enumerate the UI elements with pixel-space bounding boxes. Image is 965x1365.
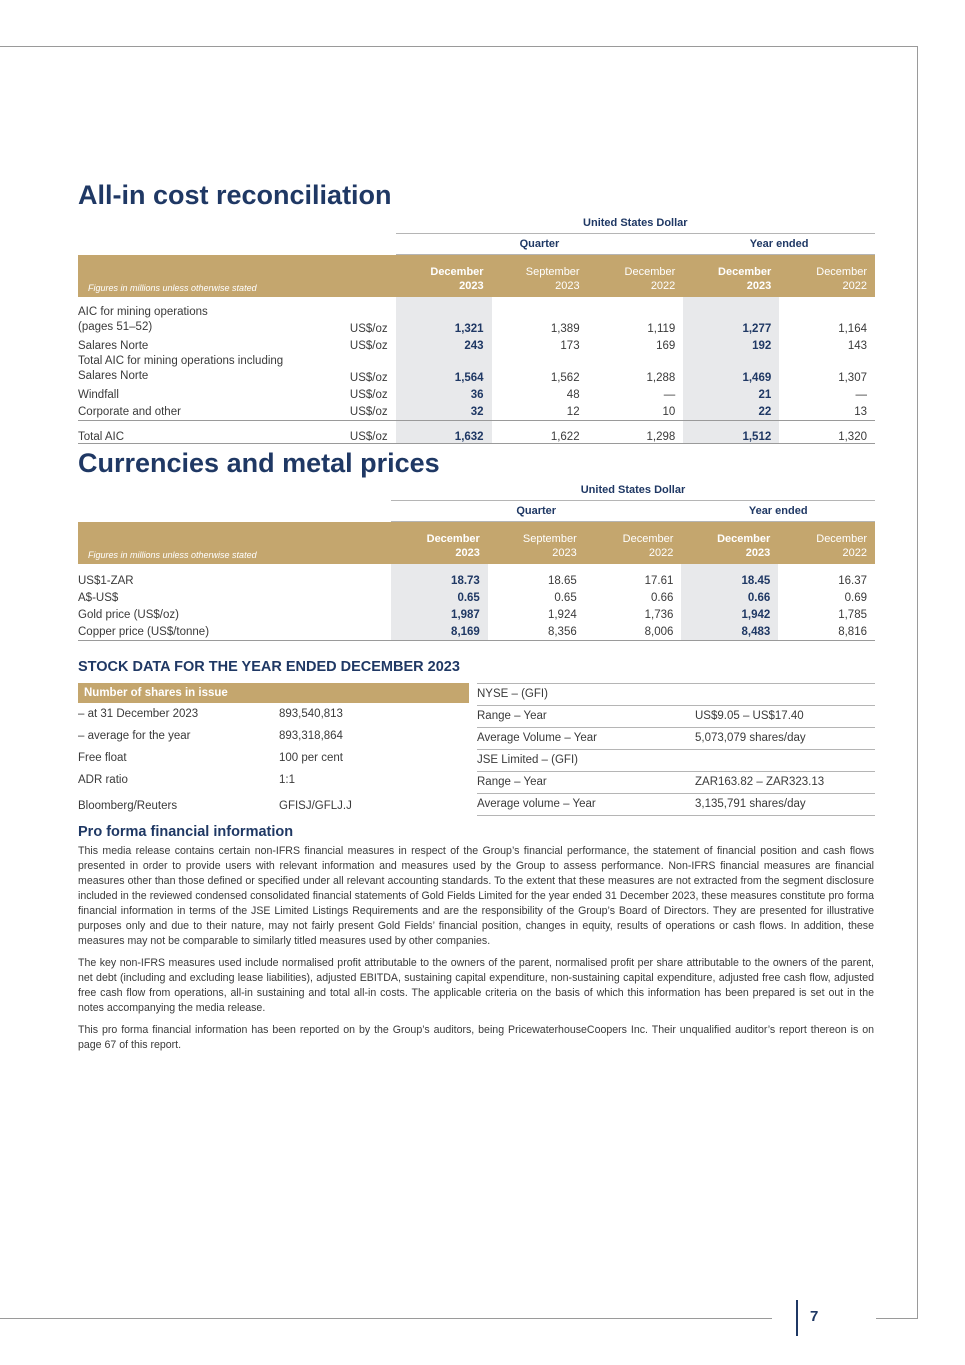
cell-value: 48 (566, 389, 580, 401)
cell-value: 13 (779, 401, 875, 421)
cell-value: 1,562 (550, 372, 580, 384)
cell-value: 192 (683, 335, 779, 352)
list-item: – at 31 December 2023 893,540,813 (78, 708, 343, 720)
row-label: Total AIC (78, 421, 317, 444)
cmp-title: Currencies and metal prices (78, 448, 440, 478)
cell-value: 21 (683, 384, 779, 401)
row-unit: US$/oz (317, 421, 396, 444)
cell-value: 1,736 (644, 609, 674, 621)
row-unit: US$/oz (349, 389, 388, 401)
list-item: NYSE – (GFI) (477, 683, 875, 706)
column-header: December 2023 (683, 255, 779, 298)
table-row (78, 621, 875, 641)
cell-value: 12 (492, 401, 588, 421)
cell-value: 18.45 (681, 570, 778, 587)
paragraph: This media release contains certain non-IFRS financial measures in respect of the Group’s financial performance, the statement of financial position and cash flows presented in order to provide users with relevant information and measures used by the Group to assess performance. Non-IFRS financial measures are financial measures other than those defined or specified under all relevant accounting standards. To the extent that these measures are not extracted from the segment disclosure included in the reviewed condensed consolidated financial statements of Gold Fields Limited for the year ended 31 December 2023, these measures constitute pro forma financial information in terms of the JSE Limited Listings Requirements and are the responsibility of the Group’s Board of Directors. They are presented for illustrative purposes only and due to their nature, may not fairly present Gold Fields’ financial position, changes in equity, results of operations or cash flows. In addition, these measures may not be comparable to similarly titled measures used by other companies. (78, 845, 874, 947)
table-row (78, 587, 875, 604)
paragraph: The key non-IFRS measures used include normalised profit attributable to the owners of the parent, normalised profit per share attributable to the owners of the parent, net debt (including and excluding lease liabilities), adjusted EBITDA, sustaining capital expenditure, non-sustaining capital expenditure, adjusted free cash flow, adjusted free cash flow from operations, all-in sustaining and total all-in costs. The applicable criteria on the basis of which this information has been prepared is set out in the notes accompanying the media release. (78, 957, 874, 1014)
cell-value: — (663, 389, 676, 401)
table-row (78, 384, 875, 401)
list-item: JSE Limited – (GFI) (477, 750, 875, 772)
cell-value: 0.66 (681, 587, 778, 604)
cell-value: 18.65 (547, 575, 577, 587)
column-header: December 2022 (585, 522, 682, 565)
proforma-title: Pro forma financial information (78, 824, 294, 840)
cell-value: 36 (396, 384, 492, 401)
column-header: December 2022 (779, 255, 875, 298)
proforma-body (78, 844, 874, 1060)
table-row (78, 401, 875, 421)
row-label: Salares Norte (78, 340, 149, 352)
cell-value: 16.37 (838, 575, 867, 587)
row-label: Windfall (78, 389, 119, 401)
table-row (78, 570, 875, 587)
cell-value: 0.65 (391, 587, 488, 604)
exchange-data-panel (477, 683, 875, 816)
cell-value: 1,924 (547, 609, 577, 621)
table-row (78, 335, 875, 352)
paragraph: This pro forma financial information has been reported on by the Group’s auditors, being PricewaterhouseCoopers Inc. Their unqualified auditor’s report thereon is on page 67 of this report. (78, 1024, 874, 1051)
column-header: December 2022 (588, 255, 684, 298)
column-header: December 2023 (391, 522, 488, 565)
cell-value: 1,321 (396, 303, 492, 335)
group-quarter: Quarter (396, 234, 684, 255)
cell-value: 1,632 (396, 421, 492, 444)
cell-value: 10 (588, 401, 684, 421)
total-row (78, 421, 875, 444)
cell-value: 17.61 (644, 575, 674, 587)
cell-value: 8,816 (778, 621, 875, 641)
list-item: ADR ratio 1:1 (78, 774, 295, 786)
row-label: US$1-ZAR (78, 575, 134, 587)
page-frame-bottom (0, 1318, 772, 1319)
group-quarter: Quarter (391, 501, 681, 522)
list-item: Average Volume – Year 5,073,079 shares/day (477, 728, 875, 750)
page-frame-top (0, 46, 918, 47)
aic-title: All-in cost reconciliation (78, 180, 392, 210)
row-label: Copper price (US$/tonne) (78, 621, 322, 641)
shares-in-issue-panel (78, 683, 469, 817)
cell-value: 1,785 (838, 609, 867, 621)
cell-value: 1,942 (681, 604, 778, 621)
column-header: December 2023 (681, 522, 778, 565)
currency-header-row (78, 213, 875, 234)
cell-value: 22 (683, 401, 779, 421)
cell-value: 173 (560, 340, 580, 352)
figures-note: Figures in millions unless otherwise stated (78, 255, 396, 298)
cell-value: 18.73 (391, 570, 488, 587)
cell-value: 1,622 (492, 421, 588, 444)
row-label: Gold price (US$/oz) (78, 609, 179, 621)
cell-value: 1,277 (683, 303, 779, 335)
table-row (78, 303, 875, 335)
cell-value: 143 (847, 340, 867, 352)
row-label: Total AIC for mining operations including Salares Norte (78, 355, 284, 382)
currency-header: United States Dollar (391, 480, 875, 501)
row-label: A$-US$ (78, 592, 119, 604)
cell-value: 169 (656, 340, 676, 352)
table-row (78, 604, 875, 621)
table-row (78, 352, 875, 384)
group-year: Year ended (683, 234, 875, 255)
currency-header: United States Dollar (396, 213, 875, 234)
cell-value: 1,469 (683, 352, 779, 384)
cell-value: 1,389 (550, 323, 580, 335)
page-number: 7 (810, 1308, 819, 1325)
cell-value: 0.66 (651, 592, 674, 604)
row-unit: US$/oz (349, 372, 388, 384)
cell-value: 0.65 (554, 592, 577, 604)
cell-value: 1,987 (391, 604, 488, 621)
row-label: Corporate and other (78, 401, 317, 421)
page-number-bar (796, 1300, 798, 1336)
aic-table (78, 213, 875, 444)
shares-in-issue-header: Number of shares in issue (78, 683, 469, 703)
list-item: Average volume – Year 3,135,791 shares/day (477, 794, 875, 816)
group-header-row (78, 501, 875, 522)
figures-note: Figures in millions unless otherwise stated (78, 522, 391, 565)
page-frame-right (917, 46, 918, 1319)
column-header: September 2023 (492, 255, 588, 298)
row-unit: US$/oz (349, 323, 388, 335)
row-unit: US$/oz (317, 401, 396, 421)
list-item: Free float 100 per cent (78, 752, 343, 764)
cell-value: 1,512 (683, 421, 779, 444)
list-item: Range – Year US$9.05 – US$17.40 (477, 706, 875, 728)
cell-value: 8,356 (488, 621, 585, 641)
cmp-table (78, 480, 875, 641)
column-header-row (78, 255, 875, 298)
cell-value: 1,307 (838, 372, 867, 384)
row-unit: US$/oz (349, 340, 388, 352)
cell-value: 1,119 (647, 323, 676, 335)
column-header: December 2023 (396, 255, 492, 298)
cell-value: 8,169 (391, 621, 488, 641)
group-year: Year ended (681, 501, 875, 522)
cell-value: 8,483 (681, 621, 778, 641)
column-header-row (78, 522, 875, 565)
list-item: Range – Year ZAR163.82 – ZAR323.13 (477, 772, 875, 794)
group-header-row (78, 234, 875, 255)
page-frame-bottom-right (876, 1318, 918, 1319)
stock-data-title: STOCK DATA FOR THE YEAR ENDED DECEMBER 2023 (78, 659, 460, 675)
cell-value: — (855, 389, 867, 401)
currency-header-row (78, 480, 875, 501)
column-header: December 2022 (778, 522, 875, 565)
cell-value: 1,320 (779, 421, 875, 444)
cell-value: 1,164 (838, 323, 867, 335)
row-label: AIC for mining operations (pages 51–52) (78, 306, 208, 333)
cell-value: 0.69 (844, 592, 867, 604)
cell-value: 243 (396, 335, 492, 352)
list-item: – average for the year 893,318,864 (78, 730, 343, 742)
column-header: September 2023 (488, 522, 585, 565)
cell-value: 8,006 (585, 621, 682, 641)
cell-value: 1,564 (396, 352, 492, 384)
cell-value: 1,288 (646, 372, 676, 384)
cell-value: 32 (396, 401, 492, 421)
cell-value: 1,298 (588, 421, 684, 444)
list-item: Bloomberg/Reuters GFISJ/GFLJ.J (78, 800, 352, 812)
